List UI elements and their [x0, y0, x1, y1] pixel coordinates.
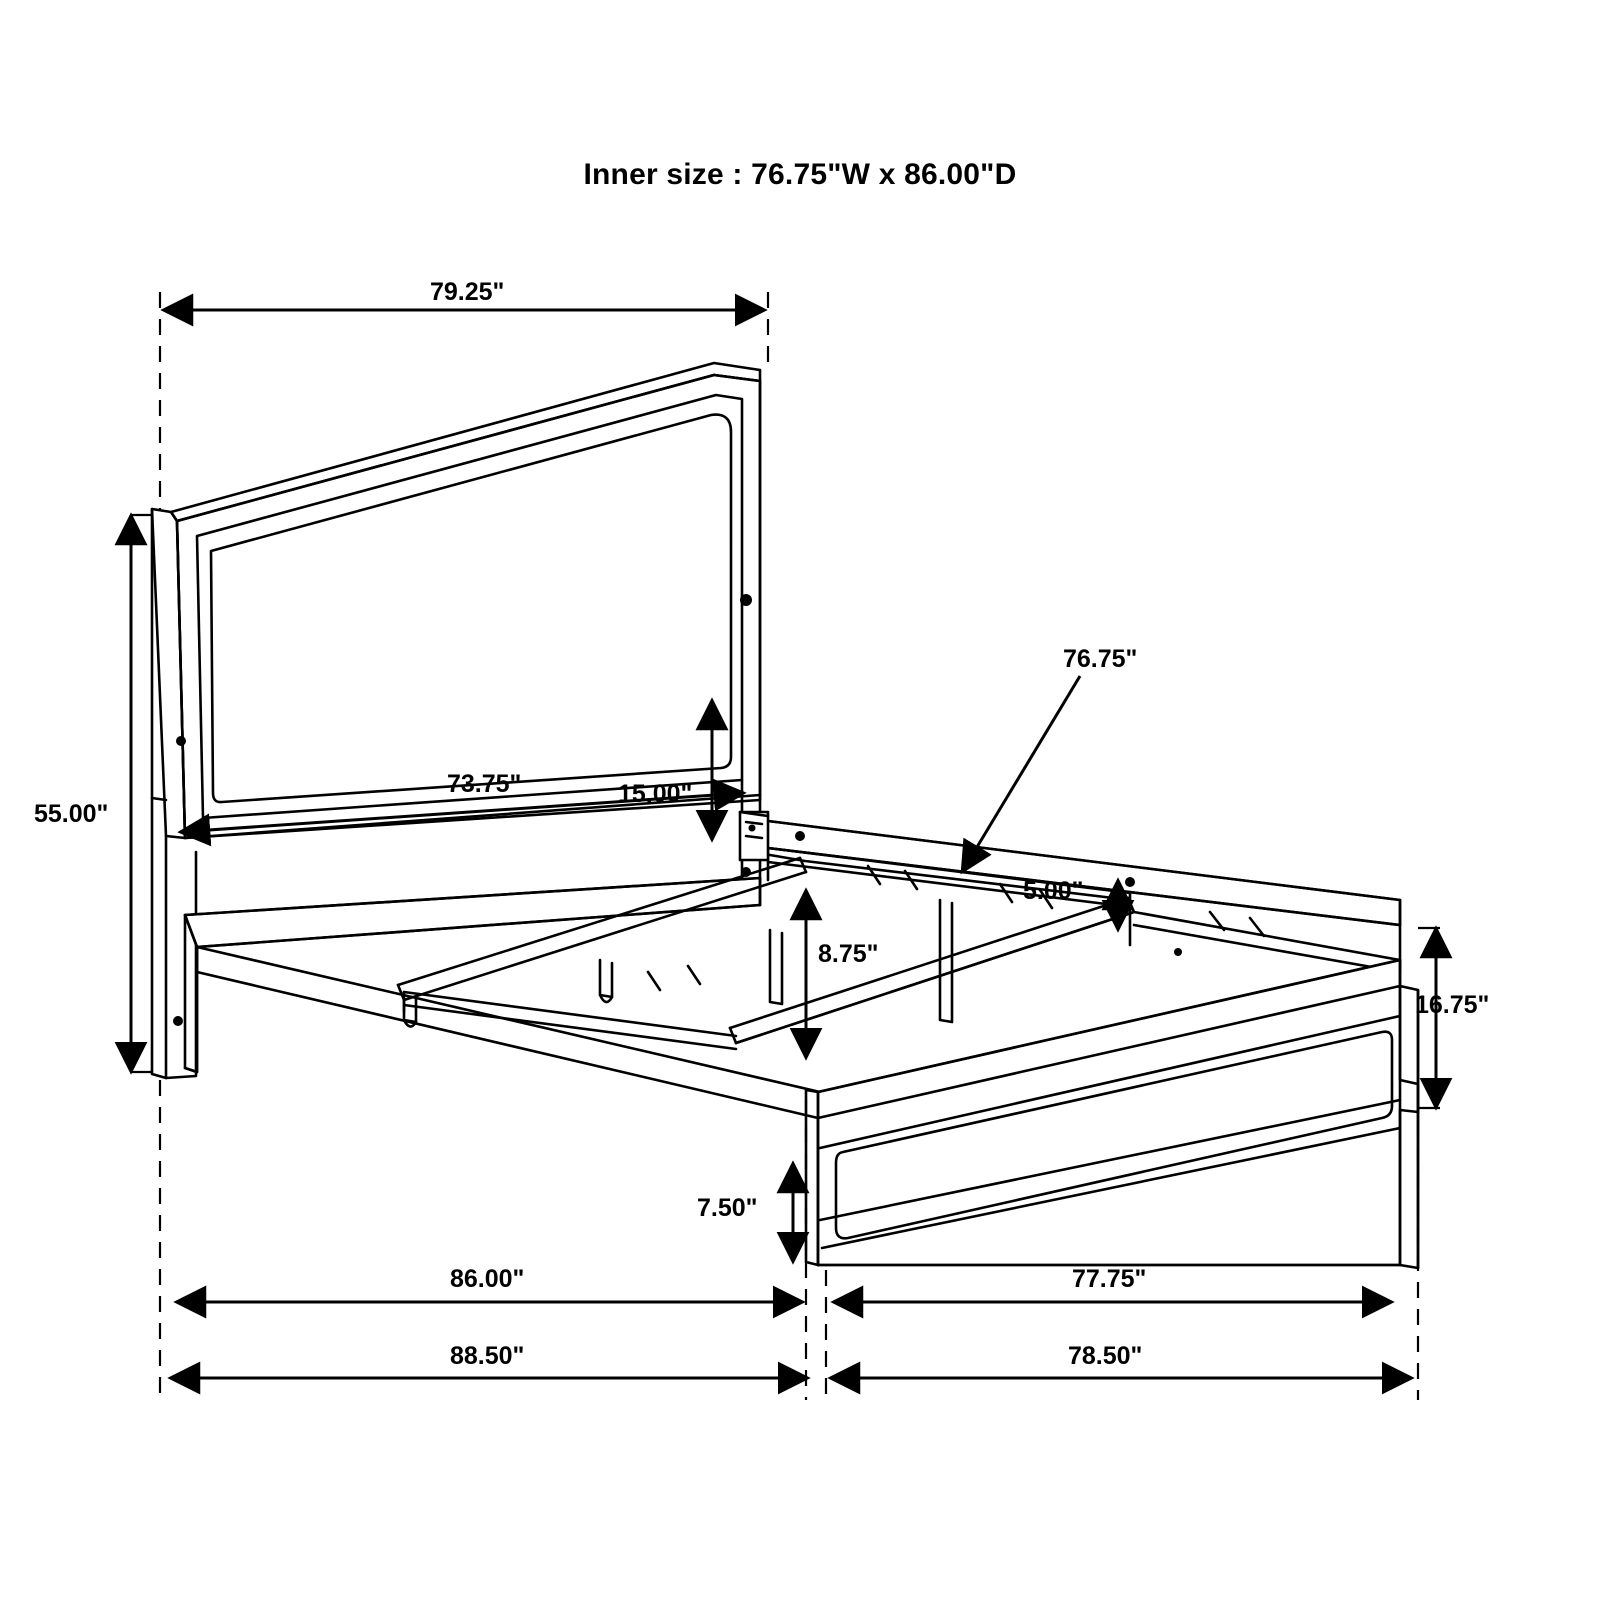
dimension-label-overall-height: 55.00": [34, 800, 109, 828]
diagram-title: Inner size : 76.75"W x 86.00"D: [583, 158, 1017, 191]
dimension-label-clearance-under-headboard: 15.00": [618, 780, 693, 808]
dimension-label-slat-height: 8.75": [818, 940, 879, 968]
dimension-label-side-rail-length: 86.00": [450, 1265, 525, 1293]
dimension-label-footboard-height: 16.75": [1415, 991, 1490, 1019]
dimension-label-headboard-width: 79.25": [430, 278, 505, 306]
dimension-label-overall-length: 88.50": [450, 1342, 525, 1370]
dimension-label-rail-height: 5.00": [1023, 877, 1084, 905]
dimension-label-headboard-panel-width: 73.75": [447, 770, 522, 798]
dimension-label-footboard-width: 77.75": [1072, 1265, 1147, 1293]
dimension-label-overall-width: 78.50": [1068, 1342, 1143, 1370]
dimension-label-inner-width: 76.75": [1063, 645, 1138, 673]
dimension-label-footboard-clearance: 7.50": [697, 1194, 758, 1222]
